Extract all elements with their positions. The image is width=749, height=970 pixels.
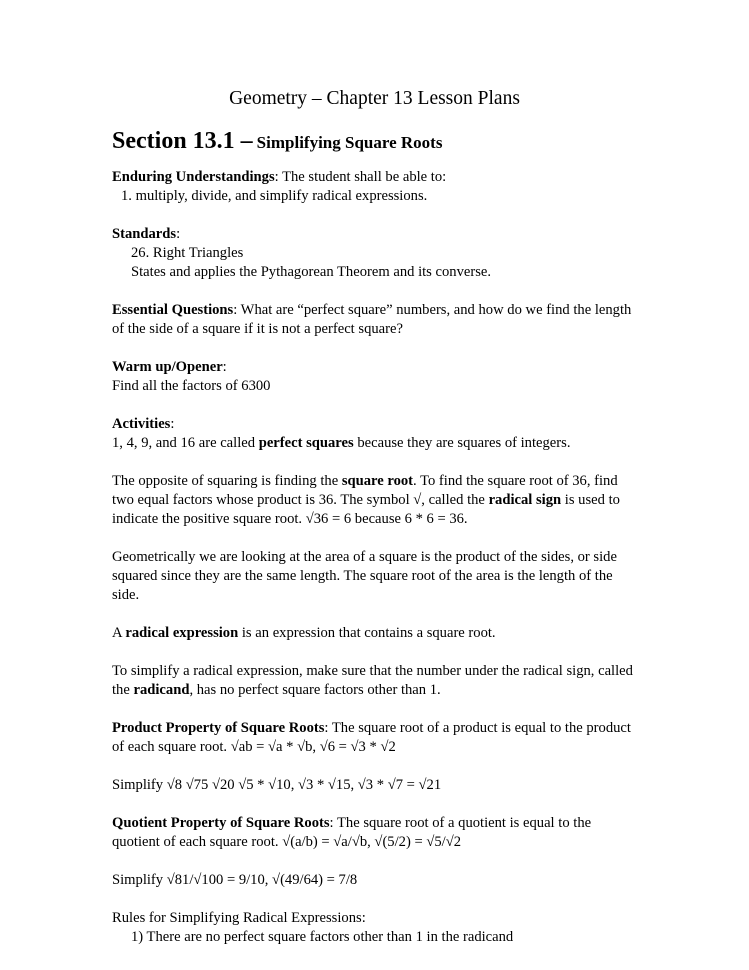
product-property-text: : The square root of a product is equal to the product bbox=[324, 720, 631, 736]
enduring-item-1: 1. multiply, divide, and simplify radical expressions. bbox=[121, 188, 428, 204]
opposite-text-2c: is used to bbox=[561, 492, 620, 508]
rules-heading: Rules for Simplifying Radical Expressions: bbox=[112, 910, 366, 926]
perfect-squares-term: perfect squares bbox=[258, 435, 354, 451]
standards-label: Standards bbox=[112, 226, 177, 242]
section-name: Simplifying Square Roots bbox=[256, 133, 443, 152]
simplify-example-2: Simplify √81/√100 = 9/10, √(49/64) = 7/8 bbox=[112, 872, 358, 888]
radicand-term: radicand bbox=[133, 682, 190, 698]
geometric-line-3: side. bbox=[112, 587, 140, 603]
activities-heading bbox=[112, 415, 632, 434]
standards-heading bbox=[112, 225, 632, 244]
product-property-line-2: of each square root. √ab = √a * √b, √6 = √3 * √2 bbox=[112, 739, 396, 755]
opposite-text-c: . To find the square root of 36, find bbox=[413, 473, 618, 489]
rules-item-1: 1) There are no perfect square factors other than 1 in the radicand bbox=[131, 929, 514, 945]
essential-text-1: : What are “perfect square” numbers, and how do we find the length bbox=[233, 302, 632, 318]
section-number: Section 13.1 – bbox=[112, 128, 253, 154]
simplify-line-2 bbox=[112, 681, 632, 700]
warmup-text: Find all the factors of 6300 bbox=[112, 378, 271, 394]
activities-colon: : bbox=[170, 416, 175, 432]
product-property-line-1 bbox=[112, 719, 632, 738]
essential-questions-line-2: of the side of a square if it is not a perfect square? bbox=[112, 321, 403, 337]
warmup-label: Warm up/Opener bbox=[112, 359, 223, 375]
opposite-line-1 bbox=[112, 472, 632, 491]
activities-label: Activities bbox=[112, 416, 171, 432]
radical-sign-term: radical sign bbox=[488, 492, 562, 508]
geometric-line-2: squared since they are the same length. The square root of the area is the length of the bbox=[112, 568, 613, 584]
radexpr-text-c: is an expression that contains a square root. bbox=[238, 625, 496, 641]
activities-line-1 bbox=[112, 434, 632, 453]
radical-expression-term: radical expression bbox=[125, 625, 239, 641]
product-property-label: Product Property of Square Roots bbox=[112, 720, 325, 736]
document-title: Geometry – Chapter 13 Lesson Plans bbox=[229, 88, 520, 109]
activities-text-c: because they are squares of integers. bbox=[353, 435, 571, 451]
opposite-line-2 bbox=[112, 491, 632, 510]
radical-expression-line bbox=[112, 624, 632, 643]
simplify-text-2a: the bbox=[112, 682, 134, 698]
enduring-intro: : The student shall be able to: bbox=[274, 169, 447, 185]
opposite-line-3: indicate the positive square root. √36 = 6 because 6 * 6 = 36. bbox=[112, 511, 468, 527]
essential-label: Essential Questions bbox=[112, 302, 234, 318]
opposite-text-2a: two equal factors whose product is 36. The symbol √, called the bbox=[112, 492, 489, 508]
radexpr-text-a: A bbox=[112, 625, 126, 641]
activities-text-a: 1, 4, 9, and 16 are called bbox=[112, 435, 259, 451]
quotient-property-line-2: quotient of each square root. √(a/b) = √a/√b, √(5/2) = √5/√2 bbox=[112, 834, 462, 850]
quotient-property-label: Quotient Property of Square Roots bbox=[112, 815, 330, 831]
quotient-property-text: : The square root of a quotient is equal to the bbox=[329, 815, 592, 831]
essential-questions-line-1 bbox=[112, 301, 632, 320]
enduring-label: Enduring Understandings bbox=[112, 169, 275, 185]
standards-line-1: 26. Right Triangles bbox=[131, 245, 244, 261]
standards-colon: : bbox=[176, 226, 181, 242]
quotient-property-line-1 bbox=[112, 814, 632, 833]
simplify-text-2c: , has no perfect square factors other than 1. bbox=[189, 682, 441, 698]
standards-line-2: States and applies the Pythagorean Theorem and its converse. bbox=[131, 264, 492, 280]
simplify-line-1: To simplify a radical expression, make sure that the number under the radical sign, called bbox=[112, 663, 633, 679]
warmup-colon: : bbox=[222, 359, 227, 375]
simplify-example-1: Simplify √8 √75 √20 √5 * √10, √3 * √15, √3 * √7 = √21 bbox=[112, 777, 442, 793]
warmup-heading bbox=[112, 358, 632, 377]
section-heading bbox=[112, 128, 442, 155]
geometric-line-1: Geometrically we are looking at the area of a square is the product of the sides, or side bbox=[112, 549, 617, 565]
opposite-text-a: The opposite of squaring is finding the bbox=[112, 473, 342, 489]
square-root-term: square root bbox=[341, 473, 414, 489]
enduring-understandings-line bbox=[112, 168, 632, 187]
